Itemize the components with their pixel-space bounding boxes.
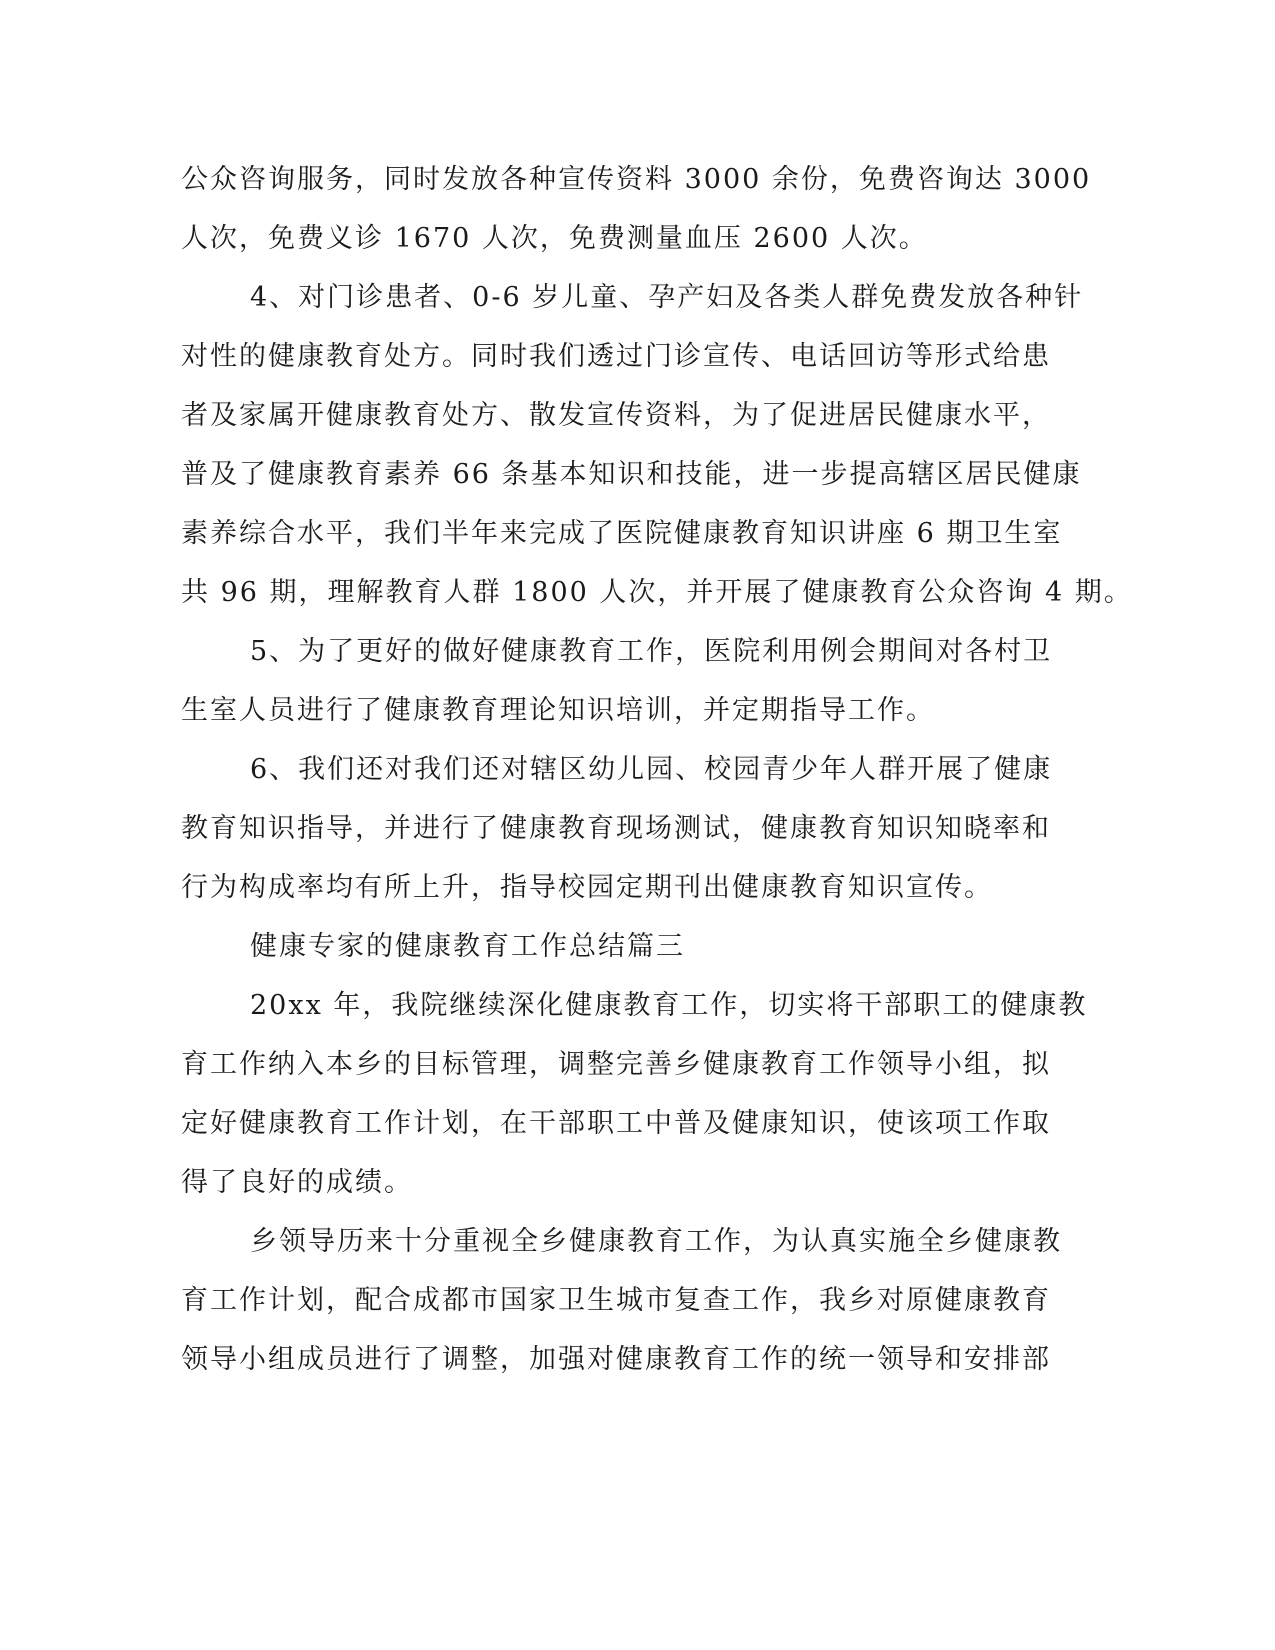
text-line: 教育知识指导，并进行了健康教育现场测试，健康教育知识知晓率和 (181, 813, 1051, 844)
text-line: 行为构成率均有所上升，指导校园定期刊出健康教育知识宣传。 (181, 872, 993, 903)
text-line: 对性的健康教育处方。同时我们透过门诊宣传、电话回访等形式给患 (181, 341, 1051, 372)
paragraph-first-line: 20xx 年，我院继续深化健康教育工作，切实将干部职工的健康教 (250, 990, 1088, 1021)
text-line: 共 96 期，理解教育人群 1800 人次，并开展了健康教育公众咨询 4 期。 (181, 577, 1133, 608)
text-line: 得了良好的成绩。 (181, 1167, 413, 1198)
text-line: 育工作计划，配合成都市国家卫生城市复查工作，我乡对原健康教育 (181, 1285, 1051, 1316)
paragraph-5-first-line: 5、为了更好的做好健康教育工作，医院利用例会期间对各村卫 (250, 636, 1053, 667)
text-line: 者及家属开健康教育处方、散发宣传资料，为了促进居民健康水平， (181, 400, 1051, 431)
text-line: 生室人员进行了健康教育理论知识培训，并定期指导工作。 (181, 695, 935, 726)
paragraph-6-first-line: 6、我们还对我们还对辖区幼儿园、校园青少年人群开展了健康 (250, 754, 1053, 785)
text-line: 素养综合水平，我们半年来完成了医院健康教育知识讲座 6 期卫生室 (181, 518, 1063, 549)
text-line: 定好健康教育工作计划，在干部职工中普及健康知识，使该项工作取 (181, 1108, 1051, 1139)
paragraph-first-line: 乡领导历来十分重视全乡健康教育工作，为认真实施全乡健康教 (250, 1226, 1062, 1257)
text-line: 领导小组成员进行了调整，加强对健康教育工作的统一领导和安排部 (181, 1344, 1051, 1375)
text-line: 人次，免费义诊 1670 人次，免费测量血压 2600 人次。 (181, 223, 928, 254)
paragraph-4-first-line: 4、对门诊患者、0-6 岁儿童、孕产妇及各类人群免费发放各种针 (250, 282, 1084, 313)
text-line: 普及了健康教育素养 66 条基本知识和技能，进一步提高辖区居民健康 (181, 459, 1082, 490)
text-line: 育工作纳入本乡的目标管理，调整完善乡健康教育工作领导小组，拟 (181, 1049, 1051, 1080)
section-heading: 健康专家的健康教育工作总结篇三 (250, 931, 685, 962)
text-line: 公众咨询服务，同时发放各种宣传资料 3000 余份，免费咨询达 3000 (181, 164, 1092, 195)
